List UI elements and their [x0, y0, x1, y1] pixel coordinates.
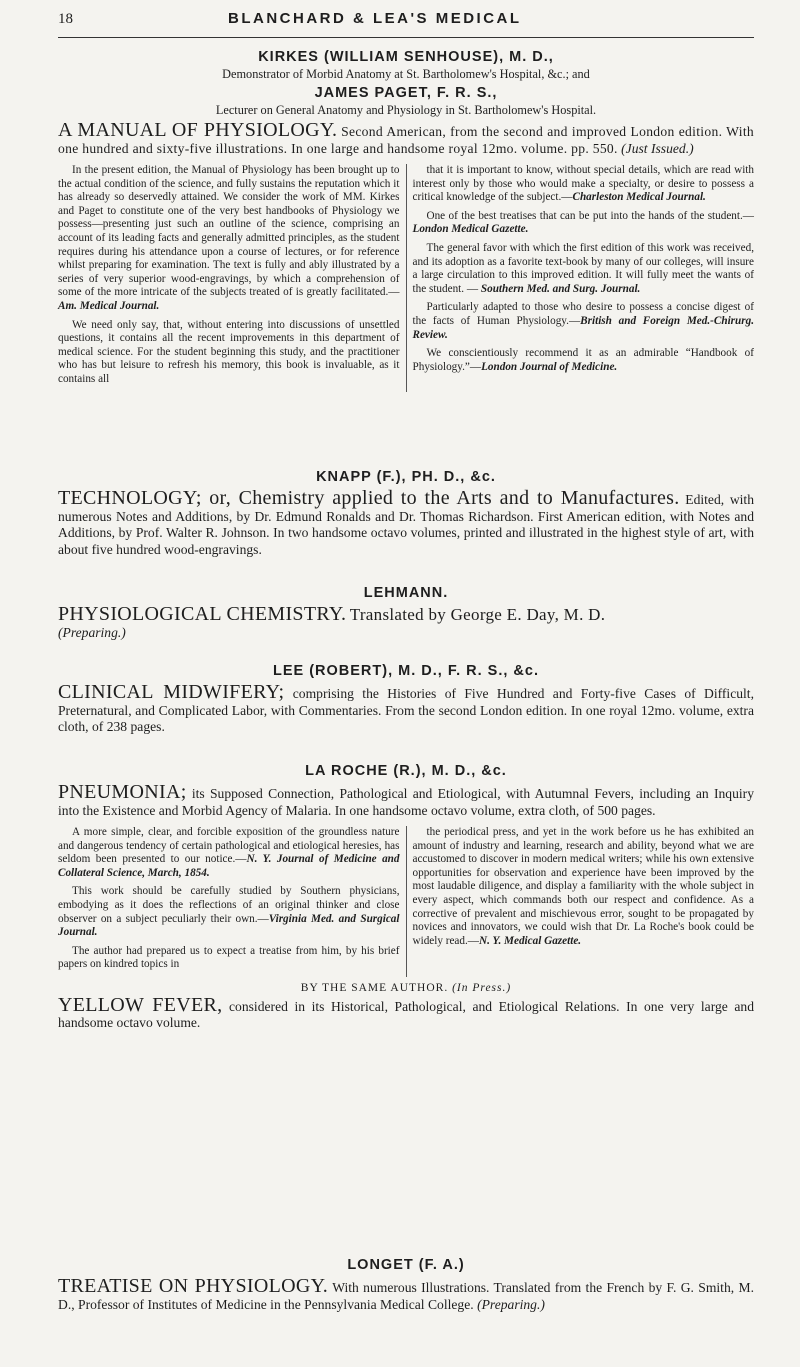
reviews-columns	[58, 826, 754, 977]
book-title: PHYSIOLOGICAL CHEMISTRY.	[58, 603, 347, 625]
author-heading: KNAPP (F.), PH. D., &c.	[316, 469, 496, 485]
review-text: The general favor with which the first edition of this work was received, and its adoption as a favorite text-book by many of our colleges, will insure a large circulation to this improved edition. It will fully meet the wants of the student. —	[412, 241, 754, 295]
book-status: (Just Issued.)	[621, 140, 694, 156]
book-title: CLINICAL MIDWIFERY;	[58, 681, 285, 703]
review-text: The author had prepared us to expect a treatise from him, by his brief papers on kindred topics in	[58, 944, 400, 971]
book-description: Translated by George E. Day, M. D.	[349, 605, 606, 624]
review-source: Virginia Med. and Surgical Journal.	[58, 912, 400, 939]
running-title: BLANCHARD & LEA'S MEDICAL	[228, 10, 522, 27]
author-heading: LEHMANN.	[363, 585, 449, 601]
book-entry	[58, 781, 754, 819]
book-description: Edited, with numerous Notes and Additions, by Dr. Edmund Ronalds and Dr. Thomas Richardson. First American edition, with Notes and Additions, by Prof. Walter R. Johnson. In two handsome octavo volumes, printed and illustrated in the highest style of art, with about five hundred wood-engravings.	[58, 492, 755, 557]
review-source: Southern Med. and Surg. Journal.	[480, 282, 641, 295]
entry-kirkes	[58, 48, 754, 392]
review-text: Particularly adapted to those who desire to possess a concise digest of the facts of Human Physiology.—	[412, 301, 754, 327]
review-text: the periodical press, and yet in the work before us he has exhibited an amount of industry and learning, research and ability, beyond what we are accustomed to discover in modern medical writers; while his own extensive opportunities for observation and experience have been improved by the most laudable diligence, and display a familiarity with the whole subject in every aspect, which commands both our respect and confidence. As a corrective of prevalent and mischievous error, sought to be propagated by novices and innovators, we could wish that Dr. La Roche's book could be widely read.—	[412, 826, 754, 947]
review-paragraph	[413, 164, 755, 205]
review-text: that it is important to know, without special details, which are read with interest only by those who would make a specialty, or desire to possess a critical knowledge of the subject.—	[412, 164, 754, 204]
book-description: comprising the Histories of Five Hundred and Forty-five Cases of Difficult, Preternatural, and Complicated Labor, with Commentaries. From the second London edition. In one royal 12mo. volume, extra cloth, of 238 pages.	[58, 686, 754, 734]
reviews-left-column	[58, 826, 407, 977]
review-source: Am. Medical Journal.	[58, 299, 160, 312]
review-text: We need only say, that, without entering into discussions of unsettled questions, it contains all the recent improvements in this department of medical science. For the student beginning this study, and the practitioner who has but leisure to refresh his memory, this book is invaluable, as it contains all	[58, 318, 400, 385]
review-text: One of the best treatises that can be put into the hands of the student.—	[426, 209, 754, 222]
review-source: N. Y. Medical Gazette.	[478, 934, 582, 947]
entry-laroche	[58, 762, 754, 1032]
review-source: British and Foreign Med.-Chirurg. Review.	[412, 314, 754, 341]
same-author-line	[58, 981, 754, 995]
entry-lehmann	[58, 584, 754, 641]
review-paragraph	[413, 347, 755, 374]
running-head	[58, 0, 754, 38]
book-description: With numerous Illustrations. Translated from the French by F. G. Smith, M. D., Professor of Institutes of Medicine in the Pennsylvania Medical College.	[58, 1280, 754, 1312]
reviews-right-column	[407, 164, 755, 392]
review-paragraph	[58, 319, 400, 387]
review-paragraph	[413, 210, 755, 237]
book-title: YELLOW FEVER,	[58, 993, 223, 1016]
review-paragraph	[413, 826, 755, 948]
author-description: Demonstrator of Morbid Anatomy at St. Bartholomew's Hospital, &c.; and	[222, 67, 590, 81]
review-paragraph	[58, 885, 400, 939]
book-title: TREATISE ON PHYSIOLOGY.	[58, 1275, 329, 1297]
review-text: We conscientiously recommend it as an admirable “Handbook of Physiology.”—	[412, 347, 754, 373]
entry-lee	[58, 662, 754, 736]
review-text: This work should be carefully studied by Southern physicians, embodying as it does the reflections of an original thinker and close observer on a subject peculiarly their own.—	[58, 885, 400, 925]
book-entry	[58, 993, 754, 1032]
book-entry	[58, 487, 755, 558]
book-status: (In Press.)	[452, 981, 512, 994]
book-entry	[58, 603, 754, 625]
book-description: Second American, from the second and improved London edition. With one hundred and sixty-five illustrations. In one large and handsome royal 12mo. volume. pp. 550.	[58, 124, 754, 156]
book-title: TECHNOLOGY; or, Chemistry applied to the Arts and to Manufactures.	[58, 487, 680, 509]
book-title: A MANUAL OF PHYSIOLOGY.	[58, 119, 338, 141]
book-description: its Supposed Connection, Pathological and Etiological, with Autumnal Fevers, including an Inquiry into the Existence and Morbid Agency of Malaria. In one handsome octavo volume, extra cloth, of 500 pages.	[58, 786, 754, 818]
book-title: PNEUMONIA;	[58, 781, 187, 803]
book-status: (Preparing.)	[58, 624, 126, 640]
review-source: N. Y. Journal of Medicine and Collateral Science, March, 1854.	[58, 853, 400, 879]
review-paragraph	[58, 164, 400, 314]
book-entry	[58, 119, 754, 157]
reviews-columns	[58, 164, 754, 392]
book-status: (Preparing.)	[477, 1296, 545, 1312]
author-description: Lecturer on General Anatomy and Physiology in St. Bartholomew's Hospital.	[215, 103, 597, 117]
author-heading: LA ROCHE (R.), M. D., &c.	[305, 763, 507, 779]
entry-longet	[58, 1256, 754, 1313]
book-entry	[58, 1275, 754, 1313]
author-heading: LONGET (F. A.)	[347, 1257, 465, 1273]
review-paragraph	[413, 301, 755, 342]
review-source: London Medical Gazette.	[412, 223, 529, 236]
review-source: London Journal of Medicine.	[481, 360, 618, 373]
reviews-right-column	[407, 826, 755, 977]
author-heading: KIRKES (WILLIAM SENHOUSE), M. D.,	[258, 49, 554, 65]
review-paragraph	[413, 242, 755, 296]
reviews-left-column	[58, 164, 407, 392]
review-text: A more simple, clear, and forcible exposition of the groundless nature and dangerous tendency of certain pathological and etiological heresies, has seldom been presented to our notice.—	[58, 826, 400, 866]
author-heading: JAMES PAGET, F. R. S.,	[314, 85, 498, 101]
review-text: In the present edition, the Manual of Physiology has been brought up to the actual condition of the science, and fully sustains the reputation which it has already so deservedly attained. We consider the work of MM. Kirkes and Paget to constitute one of the very best handbooks of Physiology we possess—presenting just such an outline of the science, comprising an account of its leading facts and generally admitted principles, as the student requires during his attendance upon a course of lectures, or for reference whilst preparing for examination. The text is fully and ably illustrated by a series of very superior wood-engravings, by which a comprehension of some of the more intricate of the subjects treated of is greatly facilitated.—	[58, 164, 400, 299]
page-number: 18	[58, 11, 73, 27]
review-paragraph	[58, 945, 400, 972]
author-heading: LEE (ROBERT), M. D., F. R. S., &c.	[272, 663, 539, 679]
entry-knapp	[58, 468, 754, 558]
book-entry	[58, 681, 754, 736]
book-description: considered in its Historical, Pathological, and Etiological Relations. In one very large and handsome octavo volume.	[58, 998, 754, 1031]
review-paragraph	[58, 826, 400, 880]
review-source: Charleston Medical Journal.	[572, 191, 706, 204]
same-author-label: BY THE SAME AUTHOR.	[300, 981, 449, 994]
